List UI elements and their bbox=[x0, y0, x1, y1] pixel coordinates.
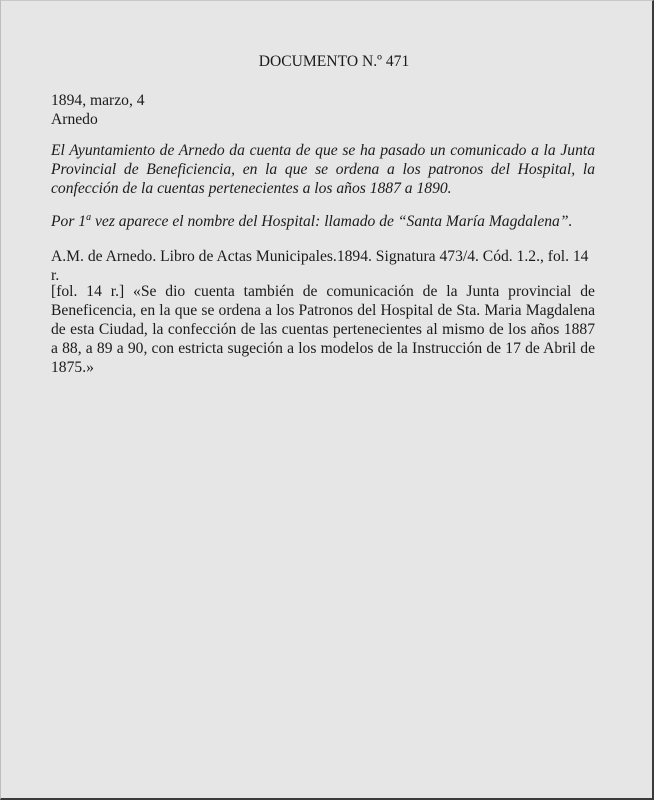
note-superscript: a bbox=[86, 212, 92, 223]
note-prefix: Por 1 bbox=[51, 213, 87, 230]
editorial-note bbox=[51, 212, 595, 231]
transcription-paragraph bbox=[51, 282, 595, 377]
note-text: vez aparece el nombre del Hospital: llamado de “Santa María Magdalena”. bbox=[91, 213, 573, 230]
document-date: 1894, marzo, 4 bbox=[51, 92, 145, 109]
document-summary: El Ayuntamiento de Arnedo da cuenta de que se ha pasado un comunicado a la Junta Provincial de Beneficiencia, en la que se ordena a los patronos del Hospital, la confección de la cuentas pertenecientes a los años 1887 a 1890. bbox=[51, 142, 595, 197]
folio-reference: [fol. 14 r.] bbox=[51, 283, 125, 300]
document-place: Arnedo bbox=[51, 111, 98, 128]
transcription-text: «Se dio cuenta también de comunicación de la Junta provincial de Beneficencia, en la que se ordena a los Patronos del Hospital de Sta. Maria Magdalena de esta Ciudad, la confección de las cuentas pertenecientes al mismo de los años 1887 a 88, a 89 a 90, con estricta sugeción a los modelos de la Instrucción de 17 de Abril de 1875.» bbox=[51, 283, 595, 376]
document-title: DOCUMENTO N.º 471 bbox=[258, 53, 410, 70]
archival-source: A.M. de Arnedo. Libro de Actas Municipales.1894. Signatura 473/4. Cód. 1.2., fol. 14 r. bbox=[51, 248, 589, 284]
